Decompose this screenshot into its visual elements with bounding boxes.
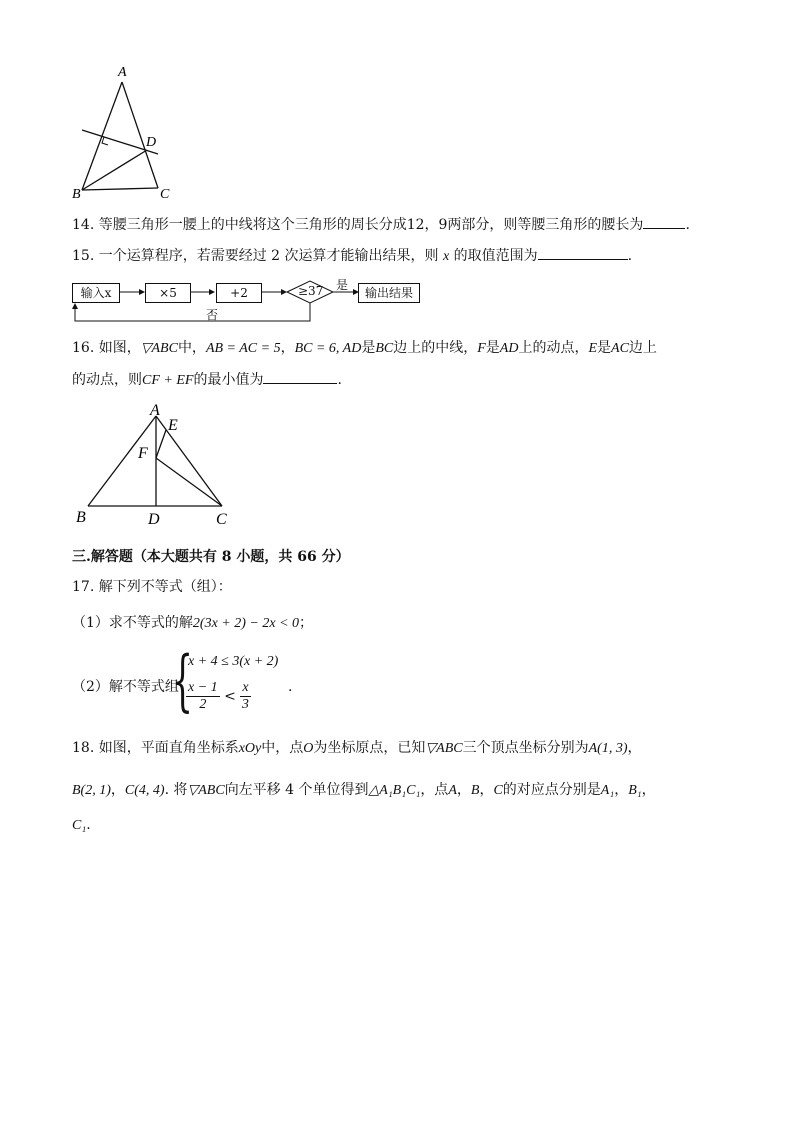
q18-comma-1: ， [627, 740, 642, 756]
label-a: A [118, 65, 127, 80]
label-c: C [216, 511, 227, 528]
label-c: C [160, 187, 170, 202]
q18-text-c: 为坐标原点，已知 [313, 740, 426, 756]
flow-times5-box: ×5 [145, 283, 191, 303]
q18-text-d: 三个顶点坐标分别为 [462, 740, 589, 756]
label-d: D [148, 511, 160, 528]
q18-end: . [86, 817, 91, 833]
q18-c: C [493, 783, 503, 798]
fraction-2-denominator: 3 [241, 697, 249, 712]
q16-text-f: 上的动点， [518, 340, 589, 356]
fraction-1 [186, 680, 220, 713]
less-than: < [224, 688, 236, 705]
label-b: B [72, 187, 81, 202]
figure-triangle-abc-q13 [66, 62, 176, 202]
q18-text-2a: . 将 [164, 782, 188, 798]
label-e: E [168, 417, 178, 434]
question-14-end: . [685, 217, 690, 233]
q18-point-a: A(1, 3) [588, 741, 628, 756]
question-15-end: . [627, 248, 633, 264]
q16-text-d: 边上的中线， [393, 340, 478, 356]
q17-p1-end: ； [299, 615, 314, 631]
q16-text-b: 中， [177, 340, 206, 356]
question-18-line-2 [72, 780, 656, 801]
q18-triangle-2: ▽ABC [187, 783, 225, 798]
figure-triangle-abc-q16 [72, 400, 252, 530]
q16-text-2b: 的最小值为 [193, 372, 264, 388]
question-14 [72, 214, 690, 235]
label-d: D [146, 135, 157, 150]
q18-text-2b: 向左平移 4 个单位得到 [224, 782, 369, 798]
q16-eq2: BC = 6, AD [294, 341, 362, 356]
q18-text-b: 中，点 [261, 740, 304, 756]
flow-compare-label: ≥37 [298, 284, 324, 298]
q18-triangle: ▽ABC [425, 741, 463, 756]
answer-blank-15[interactable] [538, 245, 628, 260]
q17-p1-expr: 2(3x + 2) − 2x < 0 [192, 616, 300, 631]
q18-comma-5: ， [614, 782, 629, 798]
flow-yes-label: 是 [336, 278, 349, 292]
q18-a1: A₁ [600, 783, 615, 798]
q16-expr: CF + EF [142, 373, 194, 388]
fraction-1-denominator: 2 [199, 697, 207, 712]
question-17-part-2-label: （2）解不等式组 [72, 679, 179, 695]
q16-eq1: AB = AC = 5 [205, 341, 281, 356]
question-17-title: 17. 解下列不等式（组）： [72, 579, 232, 595]
fraction-1-numerator: x − 1 [188, 680, 218, 695]
q16-triangle: ▽ABC [140, 341, 178, 356]
flow-input-box: 输入x [72, 283, 120, 303]
q18-text-2d: 的对应点分别是 [502, 782, 601, 798]
question-14-text: 14. 等腰三角形一腰上的中线将这个三角形的周长分成12，9两部分，则等腰三角形的腰长为 [72, 217, 644, 233]
brace-icon: { [172, 642, 193, 719]
q16-end: . [337, 372, 342, 388]
q18-point-c: C(4, 4) [124, 783, 165, 798]
q17-p1-label: （1）求不等式的解 [72, 615, 193, 631]
q18-a: A [448, 783, 457, 798]
fraction-2-numerator: x [242, 680, 249, 695]
question-17-part-1 [72, 613, 313, 634]
q16-text-c: 是 [361, 340, 376, 356]
fraction-2 [240, 680, 250, 713]
flow-output-box: 输出结果 [358, 283, 420, 303]
flow-no-label: 否 [206, 308, 219, 322]
question-15-text2: 的取值范围为 [453, 248, 538, 264]
q16-e: E [588, 341, 598, 356]
var-x: x [442, 249, 450, 264]
question-16-line-2 [72, 369, 342, 391]
section-3-title: 三.解答题（本大题共有 8 小题，共 66 分） [72, 549, 350, 565]
question-15 [72, 245, 632, 267]
q16-text-a: 16. 如图， [72, 340, 141, 356]
q16-sep: ， [280, 340, 295, 356]
flow-plus2-box: +2 [216, 283, 262, 303]
label-a: A [150, 402, 160, 419]
question-18-line-1 [72, 738, 642, 759]
q16-text-e: 是 [485, 340, 500, 356]
q18-text-2c: ，点 [420, 782, 449, 798]
q17-system-line-2 [186, 680, 251, 713]
q18-comma-3: ， [456, 782, 471, 798]
q18-point-b: B(2, 1) [72, 783, 111, 798]
q18-text-a: 18. 如图，平面直角坐标系 [72, 740, 239, 756]
q16-bc: BC [375, 341, 394, 356]
question-16-line-1 [72, 338, 657, 359]
q18-comma-6: ， [641, 782, 656, 798]
q16-ac: AC [611, 341, 629, 356]
q16-text-g: 是 [597, 340, 612, 356]
q18-comma-2: ， [110, 782, 125, 798]
question-15-text: 15. 一个运算程序，若需要经过 2 次运算才能输出结果，则 [72, 248, 439, 264]
q17-system-line-1: x + 4 ≤ 3(x + 2) [188, 654, 279, 669]
label-f: F [138, 445, 148, 462]
q18-xoy: xOy [238, 741, 262, 756]
q17-p2-end: . [288, 679, 293, 695]
q18-c1: C₁ [72, 818, 87, 833]
q16-ad: AD [499, 341, 519, 356]
q18-triangle-1: △A₁B₁C₁ [368, 783, 421, 798]
q16-text-h: 边上 [628, 340, 657, 356]
answer-blank-16[interactable] [263, 369, 337, 384]
q18-o: O [303, 741, 314, 756]
q18-comma-4: ， [479, 782, 494, 798]
q16-f: F [477, 341, 486, 356]
label-b: B [76, 509, 86, 526]
question-18-line-3 [72, 815, 91, 836]
q16-text-2a: 的动点，则 [72, 372, 142, 388]
answer-blank-14[interactable] [643, 214, 685, 229]
q18-b: B [470, 783, 480, 798]
q18-b1: B₁ [628, 783, 642, 798]
